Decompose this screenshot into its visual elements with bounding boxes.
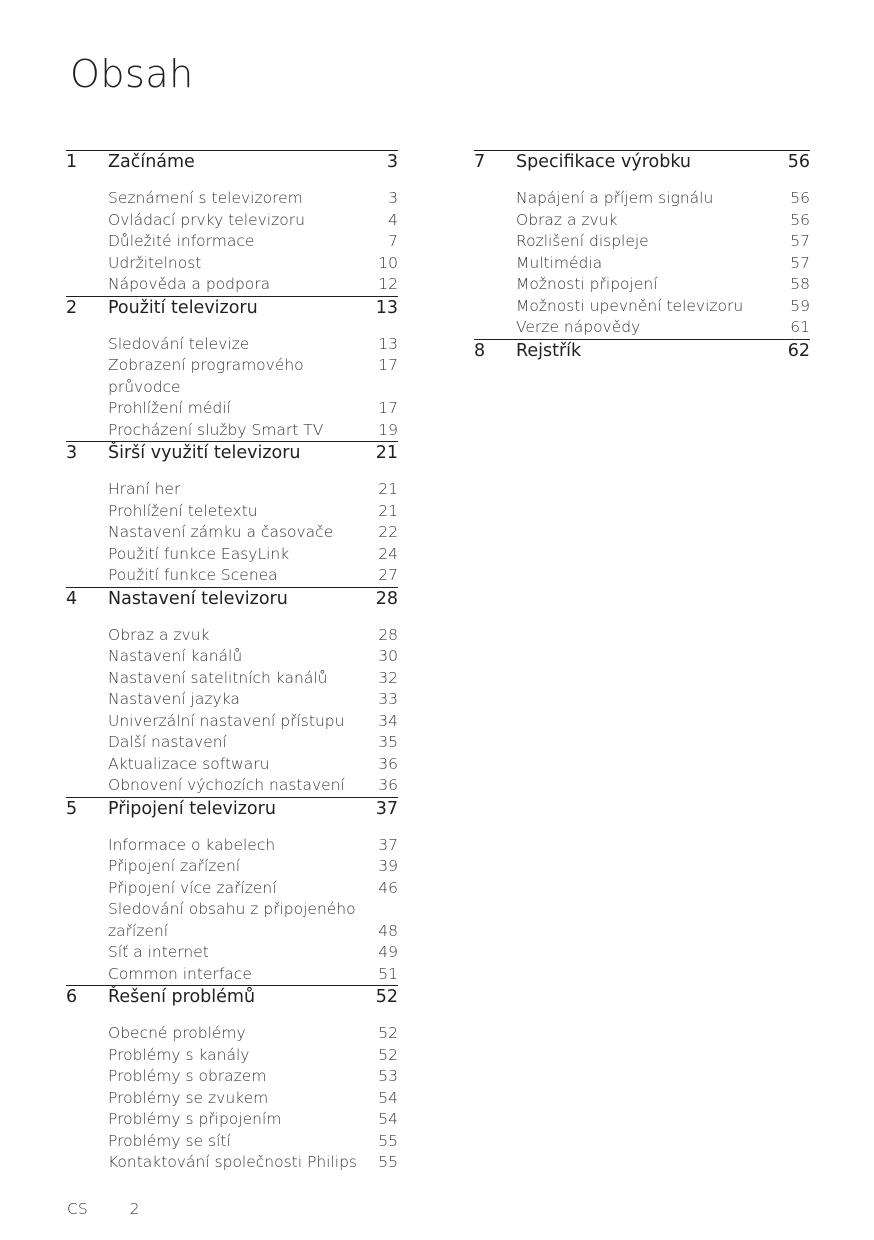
section-entry[interactable] [108, 501, 398, 523]
section-title: Sledování obsahu z připojeného [108, 900, 356, 918]
section-title: Nastavení zámku a časovače [108, 523, 334, 541]
section-page-number: 10 [378, 253, 398, 272]
section-title: Univerzální nastavení přístupu [108, 711, 345, 730]
section-entry[interactable] [108, 689, 398, 711]
section-title: Obecné problémy [108, 1024, 246, 1042]
section-entry[interactable] [516, 253, 810, 275]
section-entry[interactable] [108, 878, 398, 900]
section-title: Problémy se zvukem [108, 1088, 269, 1107]
section-entry[interactable] [108, 479, 398, 501]
section-entry[interactable] [516, 210, 810, 232]
section-page-number: 46 [378, 878, 398, 897]
section-page-number: 19 [378, 420, 398, 439]
section-title: Připojení zařízení [108, 857, 241, 875]
section-page-number: 32 [378, 668, 398, 687]
section-title: Prohlížení médií [108, 399, 231, 417]
section-entry[interactable] [108, 231, 398, 253]
section-entry[interactable] [516, 296, 810, 318]
chapter-title: Použití televizoru [108, 297, 258, 318]
section-entry[interactable] [108, 522, 398, 544]
section-entry[interactable] [108, 921, 398, 943]
section-entry[interactable] [108, 1088, 398, 1110]
section-entry[interactable] [108, 835, 398, 857]
section-entry[interactable] [108, 856, 398, 878]
section-list [66, 470, 398, 587]
section-title: Ovládací prvky televizoru [108, 210, 305, 229]
section-page-number: 56 [790, 210, 810, 229]
section-page-number: 13 [378, 334, 398, 353]
chapter-heading[interactable] [474, 151, 810, 179]
chapter-number: 4 [66, 588, 78, 609]
section-entry[interactable] [108, 565, 398, 587]
section-page-number: 37 [378, 835, 398, 854]
footer-language: CS [67, 1200, 88, 1218]
toc-column-left [66, 150, 398, 1174]
section-title: Nastavení kanálů [108, 647, 243, 665]
section-entry[interactable] [108, 899, 398, 921]
chapter-title: Specifikace výrobku [516, 152, 692, 172]
section-list [66, 826, 398, 986]
section-entry[interactable] [108, 964, 398, 986]
toc-chapter [66, 797, 398, 986]
section-title: Multimédia [516, 253, 603, 272]
section-title: Common interface [108, 964, 252, 983]
section-page-number: 4 [388, 210, 398, 229]
section-entry[interactable] [108, 1109, 398, 1131]
chapter-heading[interactable] [66, 798, 398, 826]
section-title: Nápověda a podpora [108, 275, 271, 293]
section-page-number: 61 [790, 318, 810, 336]
section-page-number: 27 [378, 566, 398, 584]
section-title: Kontaktování společnosti Philips [108, 1153, 357, 1171]
toc-chapter [474, 339, 810, 367]
section-entry[interactable] [108, 334, 398, 356]
section-title: Procházení služby Smart TV [108, 420, 324, 439]
section-page-number: 17 [378, 399, 398, 417]
section-page-number: 12 [378, 275, 398, 293]
section-entry[interactable] [516, 274, 810, 296]
section-entry[interactable] [108, 398, 398, 420]
section-entry[interactable] [516, 231, 810, 253]
chapter-number: 7 [474, 152, 486, 172]
chapter-heading[interactable] [66, 986, 398, 1014]
section-page-number: 3 [388, 189, 398, 207]
section-title: Obnovení výchozích nastavení [108, 776, 345, 794]
section-title: Obraz a zvuk [516, 210, 618, 229]
page-title: Obsah [70, 52, 194, 96]
section-page-number: 28 [378, 625, 398, 644]
section-page-number: 58 [790, 275, 810, 293]
section-entry[interactable] [108, 1023, 398, 1045]
section-title: Nastavení jazyka [108, 690, 240, 708]
toc-chapter [474, 150, 810, 339]
section-page-number: 22 [378, 523, 398, 541]
section-page-number: 51 [378, 964, 398, 983]
chapter-page-number: 28 [375, 588, 398, 609]
section-entry[interactable] [108, 274, 398, 296]
section-entry[interactable] [516, 317, 810, 339]
section-entry[interactable] [108, 544, 398, 566]
section-title: Důležité informace [108, 232, 255, 250]
section-entry[interactable] [108, 732, 398, 754]
section-list [66, 325, 398, 442]
section-title: Další nastavení [108, 733, 227, 751]
chapter-heading[interactable] [66, 151, 398, 179]
chapter-page-number: 21 [375, 443, 398, 463]
chapter-title: Širší využití televizoru [108, 443, 301, 463]
section-title: Síť a internet [108, 943, 209, 961]
toc-chapter [66, 985, 398, 1174]
chapter-number: 3 [66, 443, 78, 463]
section-list [66, 179, 398, 296]
section-title: zařízení [108, 921, 169, 940]
section-entry[interactable] [516, 188, 810, 210]
section-page-number: 33 [378, 690, 398, 708]
section-page-number: 24 [378, 544, 398, 563]
section-entry[interactable] [108, 668, 398, 690]
chapter-title: Rejstřík [516, 340, 582, 361]
section-title: Hraní her [108, 480, 181, 498]
toc-chapter [66, 150, 398, 296]
section-title: Verze nápovědy [516, 318, 641, 336]
section-page-number: 36 [378, 776, 398, 794]
section-entry[interactable] [108, 775, 398, 797]
section-title: Rozlišení displeje [516, 232, 649, 250]
section-entry[interactable] [108, 711, 398, 733]
toc-chapter [66, 296, 398, 442]
section-title: Problémy s připojením [108, 1110, 282, 1128]
chapter-heading[interactable] [66, 588, 398, 616]
chapter-title: Řešení problémů [108, 987, 256, 1007]
section-entry[interactable] [108, 646, 398, 668]
section-page-number: 56 [790, 189, 810, 207]
chapter-page-number: 52 [375, 987, 398, 1007]
section-page-number: 57 [790, 253, 810, 272]
section-page-number: 21 [378, 501, 398, 520]
section-entry[interactable] [108, 188, 398, 210]
section-title: Prohlížení teletextu [108, 501, 258, 520]
section-title: Připojení více zařízení [108, 878, 277, 897]
section-title: Použití funkce EasyLink [108, 544, 290, 563]
section-title: Nastavení satelitních kanálů [108, 668, 328, 687]
section-page-number: 52 [378, 1024, 398, 1042]
section-title: Problémy s kanály [108, 1045, 250, 1064]
toc-column-right [474, 150, 810, 367]
footer-page-number: 2 [129, 1200, 140, 1218]
section-page-number: 21 [378, 480, 398, 498]
toc-chapter [66, 441, 398, 587]
section-page-number: 48 [378, 921, 398, 940]
section-title: Seznámení s televizorem [108, 189, 303, 207]
section-page-number: 59 [790, 296, 810, 315]
section-title: Možnosti připojení [516, 275, 658, 293]
section-page-number: 49 [378, 943, 398, 961]
toc-chapter [66, 587, 398, 797]
section-entry[interactable] [108, 1131, 398, 1153]
section-page-number: 53 [378, 1067, 398, 1085]
section-title: Problémy s obrazem [108, 1067, 267, 1085]
chapter-number: 2 [66, 297, 78, 318]
section-title: Aktualizace softwaru [108, 754, 270, 773]
section-page-number: 57 [790, 232, 810, 250]
section-page-number: 35 [378, 733, 398, 751]
chapter-heading[interactable] [66, 297, 398, 325]
section-page-number: 54 [378, 1110, 398, 1128]
section-page-number: 52 [378, 1045, 398, 1064]
section-title: Napájení a příjem signálu [516, 189, 714, 207]
section-entry[interactable] [108, 355, 398, 398]
section-page-number: 7 [388, 232, 398, 250]
section-title: Použití funkce Scenea [108, 566, 278, 584]
page-footer [67, 1200, 140, 1218]
chapter-number: 6 [66, 987, 78, 1007]
section-entry[interactable] [108, 1066, 398, 1088]
chapter-heading[interactable] [66, 442, 398, 470]
section-title: Udržitelnost [108, 253, 202, 272]
section-title: Zobrazení programového průvodce [108, 356, 304, 396]
section-title: Problémy se sítí [108, 1131, 231, 1150]
chapter-page-number: 37 [375, 798, 398, 819]
section-entry[interactable] [108, 1152, 398, 1174]
chapter-title: Začínáme [108, 152, 195, 172]
chapter-title: Připojení televizoru [108, 798, 276, 819]
chapter-page-number: 13 [375, 297, 398, 318]
section-page-number: 39 [378, 857, 398, 875]
chapter-number: 5 [66, 798, 78, 819]
section-entry[interactable] [108, 625, 398, 647]
section-list [66, 1014, 398, 1174]
section-list [66, 616, 398, 797]
chapter-number: 1 [66, 152, 78, 172]
section-entry[interactable] [108, 253, 398, 275]
chapter-page-number: 56 [787, 152, 810, 172]
chapter-page-number: 3 [386, 152, 398, 172]
section-title: Sledování televize [108, 334, 250, 353]
section-page-number: 54 [378, 1088, 398, 1107]
chapter-title: Nastavení televizoru [108, 588, 288, 609]
section-entry[interactable] [108, 942, 398, 964]
section-title: Obraz a zvuk [108, 625, 210, 644]
section-entry[interactable] [108, 754, 398, 776]
chapter-heading[interactable] [474, 340, 810, 367]
section-page-number: 36 [378, 754, 398, 773]
chapter-page-number: 62 [787, 340, 810, 361]
section-title: Informace o kabelech [108, 835, 276, 854]
section-entry[interactable] [108, 420, 398, 442]
section-page-number: 17 [378, 356, 398, 374]
section-title: Možnosti upevnění televizoru [516, 296, 744, 315]
section-page-number: 55 [378, 1131, 398, 1150]
section-entry[interactable] [108, 1045, 398, 1067]
section-page-number: 55 [378, 1153, 398, 1171]
section-entry[interactable] [108, 210, 398, 232]
section-page-number: 30 [378, 647, 398, 665]
chapter-number: 8 [474, 340, 486, 361]
section-page-number: 34 [378, 711, 398, 730]
section-list [474, 179, 810, 339]
